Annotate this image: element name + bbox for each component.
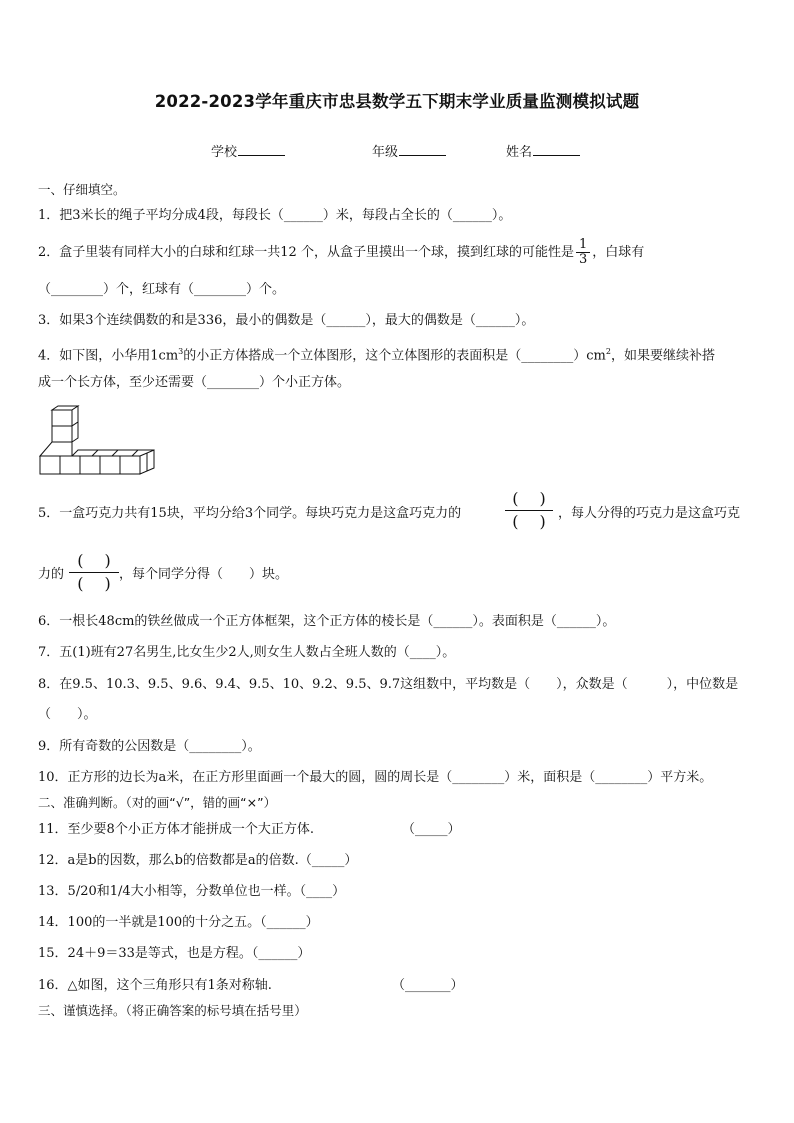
grade-blank [399, 143, 446, 156]
question-13: 13．5/20和1/4大小相等，分数单位也一样。（____） [38, 884, 346, 899]
question-8-line-1: 8．在9.5、10.3、9.5、9.6、9.4、9.5、10、9.2、9.5、9.7这组数中，平均数是（ ），众数是（ ），中位数是 [38, 677, 739, 692]
q11-answer-blank: （_____） [402, 822, 461, 837]
q2-fraction-numerator: 1 [576, 238, 590, 253]
q4-text-pre: 4．如下图，小华用1cm [38, 348, 179, 364]
section-2-heading: 二、准确判断。（对的画“√”，错的画“×”） [38, 795, 277, 810]
q4-sup-square: 2 [605, 347, 611, 356]
name-field [506, 141, 580, 160]
q5-fraction-1 [505, 488, 553, 533]
name-blank [533, 143, 580, 156]
q5-fraction-1-denominator: ( ) [512, 512, 546, 531]
school-label: 学校 [211, 145, 238, 160]
question-1: 1．把3米长的绳子平均分成4段，每段长（______）米，每段占全长的（______）。 [38, 208, 512, 223]
school-field [211, 141, 285, 160]
cube-figure [38, 404, 158, 476]
question-2-text-b: ，白球有 [592, 245, 645, 260]
question-12: 12．a是b的因数，那么b的倍数都是a的倍数.（_____） [38, 853, 358, 868]
question-14: 14．100的一半就是100的十分之五。（______） [38, 915, 319, 930]
question-7: 7．五(1)班有27名男生,比女生少2人,则女生人数占全班人数的（____）。 [38, 645, 456, 660]
question-2-line-1 [38, 236, 644, 270]
question-2-line-2: （________）个，红球有（________）个。 [38, 282, 286, 297]
grade-label: 年级 [372, 145, 399, 160]
q5-text-a: 5．一盒巧克力共有15块，平均分给3个同学。每块巧克力是这盒巧克力的 [38, 506, 462, 521]
question-4-line-1 [38, 344, 715, 364]
question-6: 6．一根长48cm的铁丝做成一个正方体框架，这个正方体的棱长是（______）。表面积是（______）。 [38, 614, 616, 629]
q5-fraction-2 [69, 550, 119, 595]
q4-text-mid: 的小正方体搭成一个立体图形，这个立体图形的表面积是（________）cm [183, 348, 606, 364]
q16-answer-blank: （_______） [392, 978, 464, 993]
grade-field [372, 141, 446, 160]
q2-fraction-denominator: 3 [578, 252, 588, 267]
question-15: 15．24＋9＝33是等式，也是方程。（______） [38, 946, 311, 961]
question-9: 9．所有奇数的公因数是（________）。 [38, 739, 261, 754]
q5-fraction-2-numerator: ( ) [69, 550, 119, 573]
question-4-line-2: 成一个长方体，至少还需要（________）个小正方体。 [38, 375, 351, 390]
q5-text-b: ，每人分得的巧克力是这盒巧克 [558, 506, 741, 521]
section-1-heading: 一、仔细填空。 [38, 182, 126, 197]
q5-text-c: 力的 [38, 567, 65, 582]
q4-text-post: ，如果要继续补搭 [610, 348, 715, 364]
question-3: 3．如果3个连续偶数的和是336，最小的偶数是（______），最大的偶数是（______）。 [38, 313, 535, 328]
question-2-text-a: 2．盒子里装有同样大小的白球和红球一共12 个，从盒子里摸出一个球，摸到红球的可能性是 [38, 245, 574, 260]
q5-text-d: ，每个同学分得（ ）块。 [119, 567, 289, 582]
q2-fraction [576, 238, 590, 267]
question-8-line-2: （ ）。 [38, 707, 97, 722]
school-blank [238, 143, 285, 156]
q4-sup-cubic: 3 [178, 347, 184, 356]
question-5-line-1 [38, 506, 461, 522]
question-10: 10．正方形的边长为a米，在正方形里面画一个最大的圆，圆的周长是（________）米，面积是（________）平方米。 [38, 770, 713, 785]
section-3-heading: 三、谨慎选择。（将正确答案的标号填在括号里） [38, 1003, 307, 1018]
question-11: 11．至少要8个小正方体才能拼成一个大正方体. [38, 822, 314, 837]
q5-fraction-1-numerator: ( ) [505, 488, 553, 511]
page-title: 2022-2023学年重庆市忠县数学五下期末学业质量监测模拟试题 [154, 92, 640, 111]
question-16: 16．△如图，这个三角形只有1条对称轴. [38, 978, 272, 993]
name-label: 姓名 [506, 145, 533, 160]
q5-fraction-2-denominator: ( ) [77, 574, 111, 593]
